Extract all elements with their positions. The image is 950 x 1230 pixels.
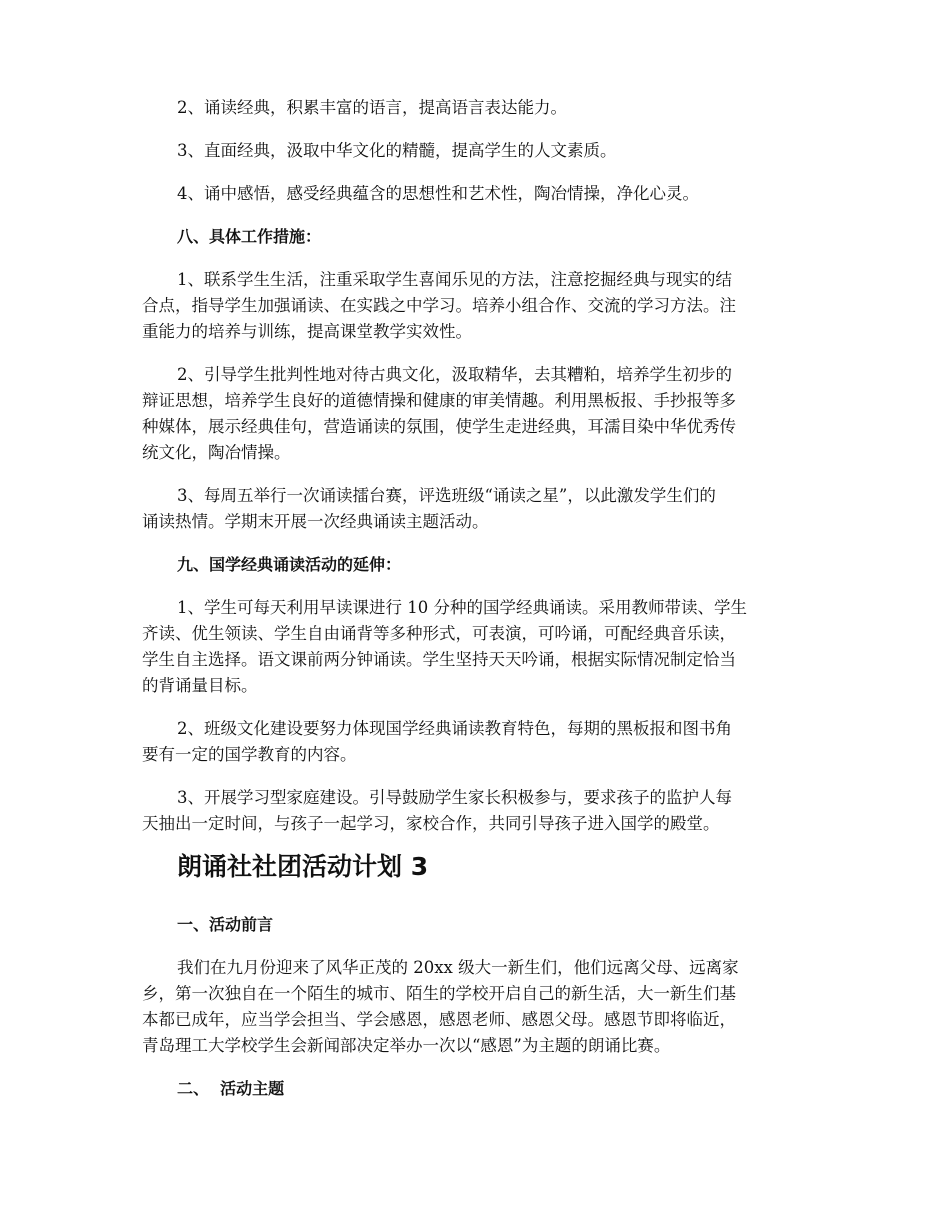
paragraph-line: 1、学生可每天利用早读课进行 10 分种的国学经典诵读。采用教师带读、学生 bbox=[177, 598, 747, 617]
paragraph-line: 辩证思想，培养学生良好的道德情操和健康的审美情趣。利用黑板报、手抄报等多 bbox=[142, 391, 736, 410]
paragraph-line: 统文化，陶冶情操。 bbox=[142, 443, 291, 462]
paragraph-line: 本都已成年，应当学会担当、学会感恩，感恩老师、感恩父母。感恩节即将临近， bbox=[142, 1010, 736, 1029]
paragraph-line: 3、直面经典，汲取中华文化的精髓，提高学生的人文素质。 bbox=[177, 141, 617, 160]
paragraph-line: 2、诵读经典，积累丰富的语言，提高语言表达能力。 bbox=[177, 98, 567, 117]
paragraph-line: 重能力的培养与训练，提高课堂教学实效性。 bbox=[142, 322, 472, 341]
section-heading: 九、国学经典诵读活动的延伸： bbox=[177, 555, 402, 574]
paragraph-line: 的背诵量目标。 bbox=[142, 676, 258, 695]
paragraph-line: 种媒体，展示经典佳句，营造诵读的氛围，使学生走进经典，耳濡目染中华优秀传 bbox=[142, 417, 736, 436]
paragraph-line: 诵读热情。学期末开展一次经典诵读主题活动。 bbox=[142, 512, 489, 531]
paragraph-line: 我们在九月份迎来了风华正茂的 20xx 级大一新生们，他们远离父母、远离家 bbox=[177, 958, 739, 977]
paragraph-line: 要有一定的国学教育的内容。 bbox=[142, 745, 357, 764]
paragraph-line: 青岛理工大学校学生会新闻部决定举办一次以“感恩”为主题的朗诵比赛。 bbox=[142, 1036, 671, 1055]
paragraph-line: 学生自主选择。语文课前两分钟诵读。学生坚持天天吟诵，根据实际情况制定恰当 bbox=[142, 650, 736, 669]
paragraph-line: 乡，第一次独自在一个陌生的城市、陌生的学校开启自己的新生活，大一新生们基 bbox=[142, 984, 736, 1003]
section-heading: 一、活动前言 bbox=[177, 915, 274, 934]
paragraph-line: 齐读、优生领读、学生自由诵背等多种形式，可表演，可吟诵，可配经典音乐读， bbox=[142, 624, 736, 643]
section-heading: 八、具体工作措施： bbox=[177, 227, 322, 246]
paragraph-line: 1、联系学生生活，注重采取学生喜闻乐见的方法，注意挖掘经典与现实的结 bbox=[177, 270, 732, 289]
document-title: 朗诵社社团活动计划 3 bbox=[177, 852, 429, 881]
section-heading: 二、 活动主题 bbox=[177, 1079, 285, 1098]
paragraph-line: 2、引导学生批判性地对待古典文化，汲取精华，去其糟粕，培养学生初步的 bbox=[177, 365, 732, 384]
paragraph-line: 3、每周五举行一次诵读擂台赛，评选班级“诵读之星”，以此激发学生们的 bbox=[177, 486, 716, 505]
paragraph-line: 4、诵中感悟，感受经典蕴含的思想性和艺术性，陶冶情操，净化心灵。 bbox=[177, 184, 699, 203]
paragraph-line: 天抽出一定时间，与孩子一起学习，家校合作，共同引导孩子进入国学的殿堂。 bbox=[142, 814, 720, 833]
paragraph-line: 2、班级文化建设要努力体现国学经典诵读教育特色，每期的黑板报和图书角 bbox=[177, 719, 732, 738]
paragraph-line: 3、开展学习型家庭建设。引导鼓励学生家长积极参与，要求孩子的监护人每 bbox=[177, 788, 732, 807]
paragraph-line: 合点，指导学生加强诵读、在实践之中学习。培养小组合作、交流的学习方法。注 bbox=[142, 296, 736, 315]
